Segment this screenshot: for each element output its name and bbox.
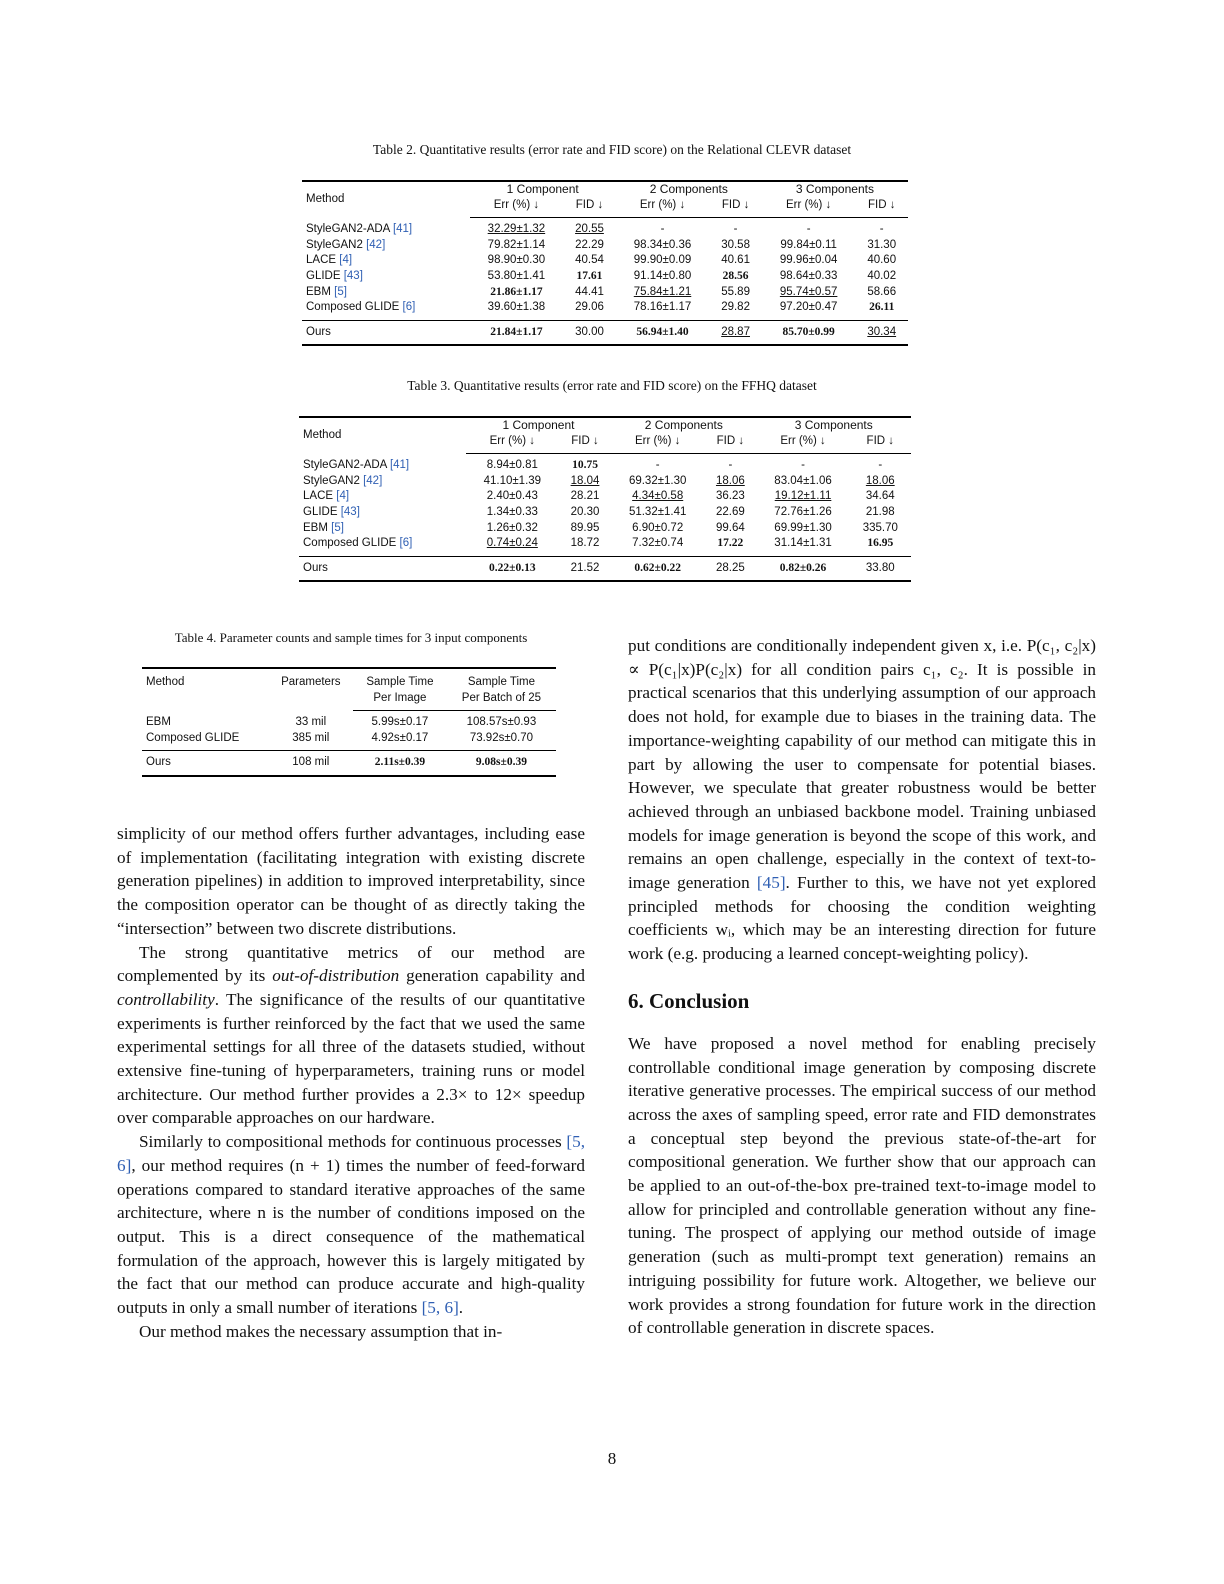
cell: 95.74±0.57 xyxy=(779,285,838,298)
table-row-ours xyxy=(302,320,908,345)
method-name: Composed GLIDE xyxy=(306,301,400,314)
cell: 0.74±0.24 xyxy=(486,537,538,550)
citation-link[interactable]: [42] xyxy=(366,238,386,251)
cell: 33.80 xyxy=(850,556,911,581)
table3-group-2: 2 Components xyxy=(611,417,756,434)
paragraph: Our method makes the necessary assumption that in- xyxy=(139,1321,503,1341)
table3-subheader: Err (%) ↓ xyxy=(611,434,704,454)
table2-subheader: Err (%) ↓ xyxy=(470,198,564,218)
table2-subheader: Err (%) ↓ xyxy=(616,198,710,218)
table-row xyxy=(299,536,911,556)
table2-subheader: Err (%) ↓ xyxy=(762,198,856,218)
method-name: StyleGAN2 xyxy=(303,474,360,487)
cell: 17.22 xyxy=(717,537,744,550)
paragraph: We have proposed a novel method for enabling precisely controllable conditional image generation by composing discrete iterative generative processes. The empirical success of our method across the axes of sampling speed, error rate and FID demonstrates a conceptual step beyond the previous state-of-the-art for compositional generation. We further show that our approach can be applied to an out-of-the-box pre-trained text-to-image model to allow for principled and controllable generation without any fine-tuning. The prospect of applying our method outside of image generation (such as multi-prompt text generation) remains an intriguing possibility for future work. Altogether, we believe our work provides a strong foundation for future work in the direction of controllable generation in discrete spaces. xyxy=(628,1033,1096,1338)
method-name: StyleGAN2-ADA xyxy=(306,222,390,235)
paragraph: Similarly to compositional methods for continuous processes [5, 6], our method requires (n + 1) times the number of feed-forward operations compared to standard iterative approaches of the same architecture, where n is the number of conditions imposed on the output. This is a direct consequence of the mathematical formulation of the approach, however this is largely mitigated by the fact that our method can produce accurate and high-quality outputs in only a small number of iterations [5, 6]. xyxy=(117,1132,585,1318)
table2-group-2: 2 Components xyxy=(616,181,762,198)
cell: 79.82±1.14 xyxy=(487,238,546,251)
citation-link[interactable]: [4] xyxy=(336,490,350,503)
table-row-ours xyxy=(142,751,556,776)
method-name: StyleGAN2 xyxy=(306,238,363,251)
method-name: Ours xyxy=(302,320,470,345)
cell: 91.14±0.80 xyxy=(633,269,692,282)
method-name: GLIDE xyxy=(306,269,341,282)
cell: 99.64 xyxy=(715,521,745,534)
table2-subheader: FID ↓ xyxy=(855,198,908,218)
table-row xyxy=(299,505,911,521)
table-row xyxy=(299,489,911,505)
cell-value: 0.62±0.22 xyxy=(634,561,681,574)
cell: 40.02 xyxy=(867,269,897,282)
cell-value: 56.94±1.40 xyxy=(636,325,689,338)
cell: - xyxy=(733,223,738,236)
cell: 32.29±1.32 xyxy=(487,223,546,236)
citation-link[interactable]: [43] xyxy=(340,505,360,518)
citation-link[interactable]: [5, 6] xyxy=(117,1132,585,1175)
table4-header: Sample Time xyxy=(447,668,556,691)
cell: 78.16±1.17 xyxy=(633,301,692,314)
cell: 30.58 xyxy=(721,238,750,251)
citation-link[interactable]: [5, 6] xyxy=(421,1298,459,1318)
page-number: 8 xyxy=(607,1449,617,1468)
cell: 33 mil xyxy=(295,715,327,728)
method-name: Composed GLIDE xyxy=(146,731,240,744)
table-row xyxy=(299,474,911,490)
cell: 21.52 xyxy=(559,556,611,581)
cell: 18.06 xyxy=(865,474,895,487)
method-name: Ours xyxy=(299,556,466,581)
cell: 21.86±1.17 xyxy=(490,285,543,298)
cell: 69.99±1.30 xyxy=(774,521,832,534)
cell: 28.21 xyxy=(570,490,600,503)
cell: 2.40±0.43 xyxy=(486,490,538,503)
table3-subheader: Err (%) ↓ xyxy=(757,434,850,454)
table3-subheader: FID ↓ xyxy=(559,434,611,454)
right-column xyxy=(628,634,1096,1340)
cell: 1.34±0.33 xyxy=(486,505,538,518)
table-row xyxy=(302,218,908,238)
cell: 73.92s±0.70 xyxy=(469,731,534,744)
cell: 1.26±0.32 xyxy=(486,521,538,534)
cell: 22.29 xyxy=(575,238,604,251)
cell: 55.89 xyxy=(721,285,750,298)
table4-header: Per Image xyxy=(353,691,447,711)
table4-header: Per Batch of 25 xyxy=(447,691,556,711)
cell: 21.98 xyxy=(865,505,895,518)
table3-caption: Table 3. Quantitative results (error rate and FID score) on the FFHQ dataset xyxy=(407,378,817,393)
cell: 335.70 xyxy=(862,521,898,534)
cell: 20.30 xyxy=(570,505,600,518)
cell: - xyxy=(879,223,884,236)
cell: 385 mil xyxy=(292,731,330,744)
method-name: EBM xyxy=(303,521,328,534)
cell: 99.90±0.09 xyxy=(633,254,692,267)
table4-caption: Table 4. Parameter counts and sample times for 3 input components xyxy=(174,630,528,645)
table2 xyxy=(302,180,908,346)
cell: 51.32±1.41 xyxy=(628,505,687,518)
emphasis: out-of-distribution xyxy=(272,966,400,986)
table2-subheader: FID ↓ xyxy=(709,198,762,218)
cell: 31.30 xyxy=(867,238,897,251)
table3-subheader: FID ↓ xyxy=(704,434,756,454)
table4 xyxy=(142,667,556,777)
cell-value: 9.08s±0.39 xyxy=(475,756,527,769)
paragraph: put conditions are conditionally independent given x, i.e. P(c₁, c₂|x) ∝ P(c₁|x)P(c₂|x) for all condition pairs c₁, c₂. It is possible in practical scenarios that this underlying assumption of our approach does not hold, for example due to biases in the training data. The importance-weighting capability of our method can mitigate this in part by allowing the user to compensate for potential biases. However, we speculate that greater robustness would be better achieved through an unbiased backbone model. Training unbiased models for image generation is beyond the scope of this work, and remains an open challenge, especially in the context of text-to-image generation [45]. Further to this, we have not yet explored principled methods for choosing the condition weighting coefficients wᵢ, which may be an interesting direction for future work (e.g. producing a learned concept-weighting policy). xyxy=(628,636,1096,964)
cell: 18.72 xyxy=(570,537,600,550)
cell: 40.60 xyxy=(867,254,897,267)
cell: 28.87 xyxy=(721,325,750,338)
cell-value: 2.11s±0.39 xyxy=(374,756,426,769)
cell: 6.90±0.72 xyxy=(632,521,684,534)
paragraph: simplicity of our method offers further advantages, including ease of implementation (facilitating integration with existing discrete generation pipelines) in addition to improved interpretability, since the composition operator can be thought of as directly taking the “intersection” between two discrete distributions. xyxy=(117,824,585,938)
cell: 10.75 xyxy=(572,459,598,472)
table2-method-header: Method xyxy=(302,181,470,218)
table-row xyxy=(142,731,556,751)
cell: 7.32±0.74 xyxy=(632,537,684,550)
cell: 98.64±0.33 xyxy=(779,269,838,282)
cell: 28.25 xyxy=(704,556,756,581)
method-name: EBM xyxy=(146,715,171,728)
table3-group-1: 1 Component xyxy=(466,417,611,434)
table3 xyxy=(299,416,911,582)
citation-link[interactable]: [43] xyxy=(343,269,363,282)
citation-link[interactable]: [41] xyxy=(389,458,410,471)
cell: 29.82 xyxy=(721,301,750,314)
cell: 20.55 xyxy=(575,223,604,236)
cell: 40.54 xyxy=(575,254,604,267)
table-row xyxy=(142,711,556,731)
cell: 75.84±1.21 xyxy=(633,285,692,298)
cell: 53.80±1.41 xyxy=(487,269,546,282)
table-row xyxy=(299,521,911,537)
cell: 83.04±1.06 xyxy=(774,474,832,487)
table3-method-header: Method xyxy=(299,417,466,454)
paragraph: The strong quantitative metrics of our method are complemented by its out-of-distribution generation capability and controllability. The significance of the results of our quantitative experiments is further reinforced by the fact that we used the same experimental settings for all three of the datasets studied, without extensive fine-tuning of hyperparameters, training runs or model architecture. Our method further provides a 2.3× to 12× speedup over comparable approaches on our hardware. xyxy=(117,942,585,1128)
cell: - xyxy=(655,459,660,472)
cell: - xyxy=(728,459,733,472)
emphasis: controllability xyxy=(117,989,215,1009)
cell: - xyxy=(806,223,811,236)
method-name: Ours xyxy=(142,751,269,776)
cell: 22.69 xyxy=(715,505,745,518)
cell: 72.76±1.26 xyxy=(774,505,832,518)
cell: 36.23 xyxy=(715,490,745,503)
table-row xyxy=(302,300,908,320)
cell-value: 0.22±0.13 xyxy=(489,561,536,574)
citation-link[interactable]: [6] xyxy=(399,537,413,550)
citation-link[interactable]: [45] xyxy=(756,873,786,893)
cell: - xyxy=(878,459,883,472)
cell-value: 0.82±0.26 xyxy=(779,561,827,574)
method-name: StyleGAN2-ADA xyxy=(303,458,387,471)
table-row xyxy=(302,238,908,254)
citation-link[interactable]: [6] xyxy=(402,301,416,314)
method-name: LACE xyxy=(303,490,334,503)
citation-link[interactable]: [42] xyxy=(363,474,383,487)
cell: 99.84±0.11 xyxy=(780,238,837,251)
citation-link[interactable]: [5] xyxy=(331,521,344,534)
cell: 98.90±0.30 xyxy=(487,254,546,267)
cell: 4.92s±0.17 xyxy=(371,731,429,744)
method-name: Composed GLIDE xyxy=(303,537,397,550)
cell: 4.34±0.58 xyxy=(632,490,684,503)
cell: 30.00 xyxy=(563,320,616,345)
cell: 44.41 xyxy=(575,285,604,298)
cell: 39.60±1.38 xyxy=(487,301,546,314)
table2-group-3: 3 Components xyxy=(762,181,908,198)
table-row-ours xyxy=(299,556,911,581)
cell: 34.64 xyxy=(865,490,895,503)
cell: 108 mil xyxy=(269,751,353,776)
table-row xyxy=(302,285,908,301)
cell: 19.12±1.11 xyxy=(774,490,832,503)
cell: 16.95 xyxy=(867,537,894,550)
citation-link[interactable]: [41] xyxy=(392,222,413,235)
cell: 99.96±0.04 xyxy=(779,254,838,267)
cell: 69.32±1.30 xyxy=(628,474,687,487)
table3-group-3: 3 Components xyxy=(757,417,912,434)
cell: 31.14±1.31 xyxy=(774,537,832,550)
cell: 28.56 xyxy=(722,269,749,282)
cell: 17.61 xyxy=(576,269,603,282)
table4-method-header: Method xyxy=(142,668,269,711)
table2-subheader: FID ↓ xyxy=(563,198,616,218)
cell: 8.94±0.81 xyxy=(486,459,538,472)
cell: 41.10±1.39 xyxy=(483,474,542,487)
section-heading: 6. Conclusion xyxy=(628,988,750,1013)
table3-subheader: FID ↓ xyxy=(850,434,911,454)
cell: 18.06 xyxy=(715,474,745,487)
cell: 97.20±0.47 xyxy=(779,301,838,314)
cell-value: 21.84±1.17 xyxy=(490,325,543,338)
table-row xyxy=(302,269,908,285)
cell: 58.66 xyxy=(867,285,897,298)
table3-subheader: Err (%) ↓ xyxy=(466,434,559,454)
cell: - xyxy=(660,223,665,236)
cell: 89.95 xyxy=(570,521,600,534)
cell: 18.04 xyxy=(570,474,600,487)
citation-link[interactable]: [5] xyxy=(334,285,347,298)
table-row xyxy=(302,253,908,269)
cell: 30.34 xyxy=(867,325,897,338)
cell: 108.57s±0.93 xyxy=(466,716,537,729)
cell: 26.11 xyxy=(869,301,895,314)
cell-value: 85.70±0.99 xyxy=(782,325,835,338)
cell: 29.06 xyxy=(575,301,604,314)
cell: 5.99s±0.17 xyxy=(371,716,429,729)
citation-link[interactable]: [4] xyxy=(339,254,353,267)
method-name: GLIDE xyxy=(303,505,338,518)
left-column xyxy=(117,822,585,1343)
cell: 98.34±0.36 xyxy=(633,238,692,251)
table4-params-header: Parameters xyxy=(269,668,353,711)
table-row xyxy=(299,454,911,474)
cell: - xyxy=(801,459,805,472)
table2-caption: Table 2. Quantitative results (error rate and FID score) on the Relational CLEVR dataset xyxy=(372,142,852,157)
table4-header: Sample Time xyxy=(353,668,447,691)
table2-group-1: 1 Component xyxy=(470,181,616,198)
method-name: LACE xyxy=(306,254,337,267)
method-name: EBM xyxy=(306,285,331,298)
cell: 40.61 xyxy=(721,254,750,267)
